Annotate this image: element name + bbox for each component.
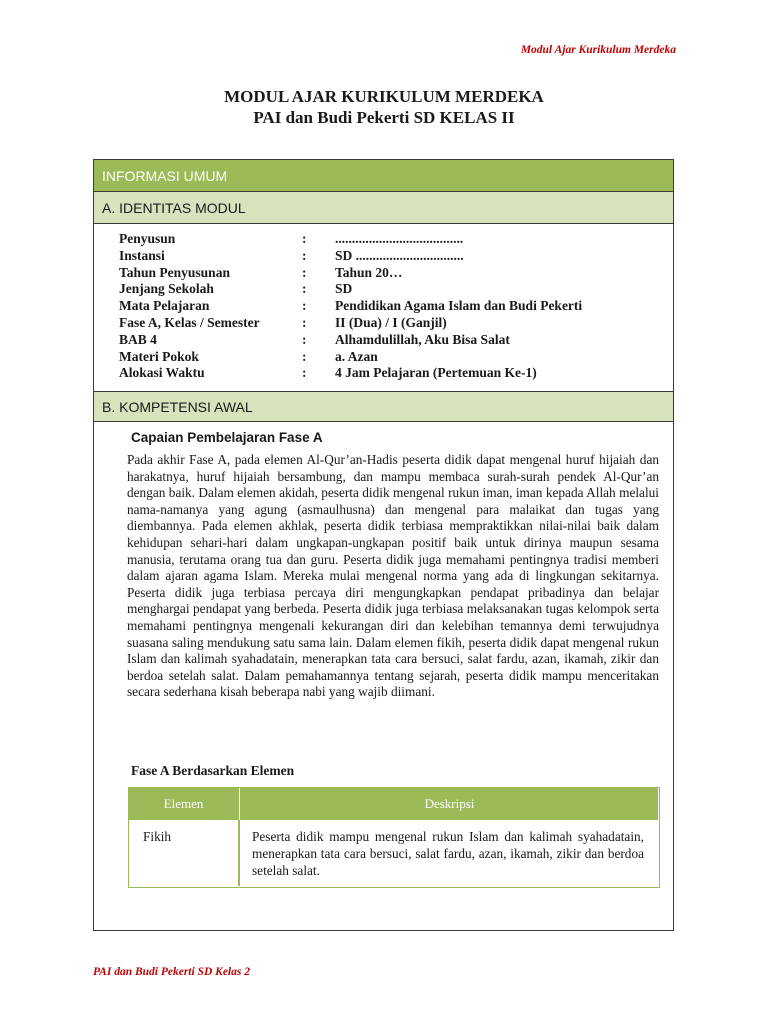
identitas-colon: : bbox=[302, 298, 307, 314]
identitas-label: Mata Pelajaran bbox=[119, 298, 210, 314]
identitas-colon: : bbox=[302, 247, 307, 263]
identitas-colon: : bbox=[302, 264, 307, 280]
identitas-value: 4 Jam Pelajaran (Pertemuan Ke-1) bbox=[335, 365, 537, 381]
table-header bbox=[129, 788, 658, 820]
identitas-value: II (Dua) / I (Ganjil) bbox=[335, 314, 447, 330]
cell-deskripsi: Peserta didik mampu mengenal rukun Islam dan kalimah syahadatain, menerapkan tata cara bersuci, salat fardu, azan, ikamah, zikir dan berdoa setelah salat. bbox=[252, 829, 644, 878]
identitas-label: Materi Pokok bbox=[119, 348, 199, 364]
fase-title: Fase A Berdasarkan Elemen bbox=[131, 763, 295, 778]
identitas-label: Jenjang Sekolah bbox=[119, 281, 214, 297]
identitas-label: Alokasi Waktu bbox=[119, 365, 205, 381]
identitas-value: SD ................................ bbox=[335, 247, 464, 263]
identitas-label: Fase A, Kelas / Semester bbox=[119, 314, 260, 330]
identitas-colon: : bbox=[302, 331, 307, 347]
title-line-1: MODUL AJAR KURIKULUM MERDEKA bbox=[224, 87, 544, 106]
capaian-paragraph: Pada akhir Fase A, pada elemen Al-Qur’an-Hadis peserta didik dapat mengenal huruf hijaiah dan harakatnya, huruf hijaiah bersambung, dan mampu membaca surah-surah pendek Al-Qur’an dengan baik. Dalam elemen akidah, peserta didik mengenal rukun iman, iman kepada Allah melalui nama-namanya yang agung (asmaulhusna) dan mengenal para malaikat dan tugas yang diembannya. Pada elemen akhlak, peserta didik terbiasa mempraktikkan nilai-nilai baik dalam kehidupan sehari-hari dalam ungkapan-ungkapan positif baik untuk dirinya maupun sesama manusia, terutama orang tua dan guru. Peserta didik juga memahami pentingnya tradisi memberi dalam ajaran agama Islam. Mereka mulai mengenal norma yang ada di lingkungan sekitarnya. Peserta didik juga terbiasa percaya diri mengungkapkan pendapat pribadinya dan belajar menghargai pendapat yang berbeda. Peserta didik juga terbiasa melaksanakan tugas kelompok serta memahami pentingnya mengenali kekurangan diri dan kelebihan temannya demi terwujudnya suasana saling mendukung satu sama lain. Dalam elemen fikih, peserta didik dapat mengenal rukun Islam dan kalimah syahadatain, menerapkan tata cara bersuci, salat fardu, azan, ikamah, zikir dan berdoa setelah salat. Dalam pemahamannya tentang sejarah, peserta didik mampu menceritakan secara sederhana kisah beberapa nabi yang wajib diimani. bbox=[127, 452, 659, 700]
identitas-value: Tahun 20… bbox=[335, 264, 403, 280]
elemen-table bbox=[128, 787, 660, 888]
running-header: Modul Ajar Kurikulum Merdeka bbox=[520, 44, 676, 56]
identitas-colon: : bbox=[302, 365, 307, 381]
identitas-label: Penyusun bbox=[119, 231, 176, 246]
identitas-value: SD bbox=[335, 281, 353, 297]
section-kompetensi-awal: B. KOMPETENSI AWAL bbox=[94, 391, 673, 422]
document-title bbox=[0, 86, 768, 128]
identitas-label: Instansi bbox=[119, 247, 165, 263]
table-divider bbox=[238, 820, 240, 886]
identitas-colon: : bbox=[302, 231, 307, 246]
module-info-box bbox=[93, 159, 674, 931]
running-footer: PAI dan Budi Pekerti SD Kelas 2 bbox=[93, 966, 250, 978]
capaian-title: Capaian Pembelajaran Fase A bbox=[131, 430, 323, 445]
identitas-colon: : bbox=[302, 314, 307, 330]
section-identitas-modul: A. IDENTITAS MODUL bbox=[94, 192, 673, 224]
header-deskripsi: Deskripsi bbox=[239, 788, 659, 820]
header-elemen: Elemen bbox=[163, 796, 204, 811]
identitas-value: a. Azan bbox=[335, 348, 378, 364]
cell-elemen: Fikih bbox=[143, 829, 172, 844]
identitas-colon: : bbox=[302, 281, 307, 297]
title-line-2: PAI dan Budi Pekerti SD KELAS II bbox=[253, 108, 515, 127]
identitas-value: ...................................... bbox=[335, 231, 464, 246]
identitas-label: Tahun Penyusunan bbox=[119, 264, 230, 280]
identitas-colon: : bbox=[302, 348, 307, 364]
identitas-value: Alhamdulillah, Aku Bisa Salat bbox=[335, 331, 510, 347]
section-informasi-umum: INFORMASI UMUM bbox=[94, 160, 673, 192]
identitas-value: Pendidikan Agama Islam dan Budi Pekerti bbox=[335, 298, 583, 314]
identitas-label: BAB 4 bbox=[119, 331, 157, 347]
